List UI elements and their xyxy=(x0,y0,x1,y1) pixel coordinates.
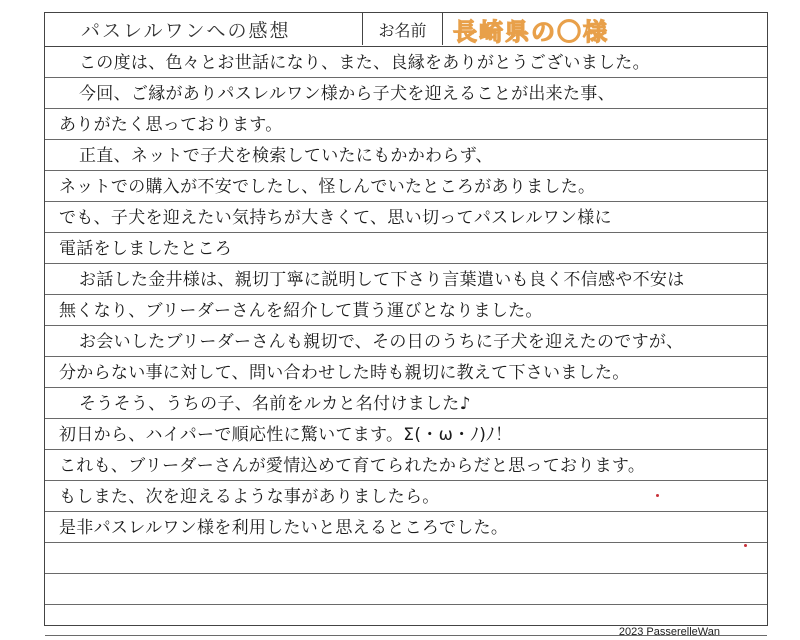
ink-dot xyxy=(656,494,659,497)
ruled-line xyxy=(45,233,767,264)
ruled-line xyxy=(45,140,767,171)
handwritten-line: ネットでの購入が不安でしたし、怪しんでいたところがありました。 xyxy=(59,177,596,197)
handwritten-line: 初日から、ハイパーで順応性に驚いてます。Σ(・ω・ﾉ)ﾉ！ xyxy=(59,425,513,445)
ruled-line xyxy=(45,47,767,78)
ruled-line xyxy=(45,481,767,512)
handwritten-line: お会いしたブリーダーさんも親切で、その日のうちに子犬を迎えたのですが、 xyxy=(79,332,684,352)
handwritten-line: でも、子犬を迎えたい気持ちが大きくて、思い切ってパスレルワン様に xyxy=(59,208,612,228)
ink-dot xyxy=(744,544,747,547)
handwritten-line: これも、ブリーダーさんが愛情込めて育てられたからだと思っております。 xyxy=(59,456,646,476)
handwritten-line: 正直、ネットで子犬を検索していたにもかかわらず、 xyxy=(79,146,493,166)
handwritten-line: 無くなり、ブリーダーさんを紹介して貰う運びとなりました。 xyxy=(59,301,543,321)
ruled-line xyxy=(45,202,767,233)
ruled-line xyxy=(45,574,767,605)
ruled-line xyxy=(45,543,767,574)
ruled-line xyxy=(45,419,767,450)
handwritten-line: ありがたく思っております。 xyxy=(59,115,283,135)
ruled-line xyxy=(45,109,767,140)
name-label: お名前 xyxy=(363,13,443,45)
handwritten-line: 分からない事に対して、問い合わせした時も親切に教えて下さいました。 xyxy=(59,363,630,383)
review-sheet xyxy=(44,12,768,626)
customer-name: 長崎県の〇様 xyxy=(453,17,609,46)
ruled-line xyxy=(45,78,767,109)
ruled-line xyxy=(45,512,767,543)
handwritten-line: 電話をしましたところ xyxy=(59,239,232,259)
ruled-line xyxy=(45,264,767,295)
ruled-line xyxy=(45,357,767,388)
ruled-line xyxy=(45,295,767,326)
handwritten-line: お話した金井様は、親切丁寧に説明して下さり言葉遣いも良く不信感や不安は xyxy=(79,270,685,290)
ruled-line xyxy=(45,450,767,481)
handwritten-line: この度は、色々とお世話になり、また、良縁をありがとうございました。 xyxy=(79,53,650,73)
ruled-line xyxy=(45,326,767,357)
ruled-lines xyxy=(45,47,767,625)
handwritten-line: そうそう、うちの子、名前をルカと名付けました♪ xyxy=(79,394,471,414)
ruled-line xyxy=(45,171,767,202)
ruled-line xyxy=(45,388,767,419)
sheet-title: パスレルワンへの感想 xyxy=(45,13,363,45)
sheet-header xyxy=(45,13,767,47)
handwritten-line: 是非パスレルワン様を利用したいと思えるところでした。 xyxy=(59,518,509,538)
handwritten-line: もしまた、次を迎えるような事がありましたら。 xyxy=(59,487,440,507)
footer-copyright: 2023 PasserelleWan xyxy=(618,626,720,638)
handwritten-line: 今回、ご縁がありパスレルワン様から子犬を迎えることが出来た事、 xyxy=(79,84,615,104)
